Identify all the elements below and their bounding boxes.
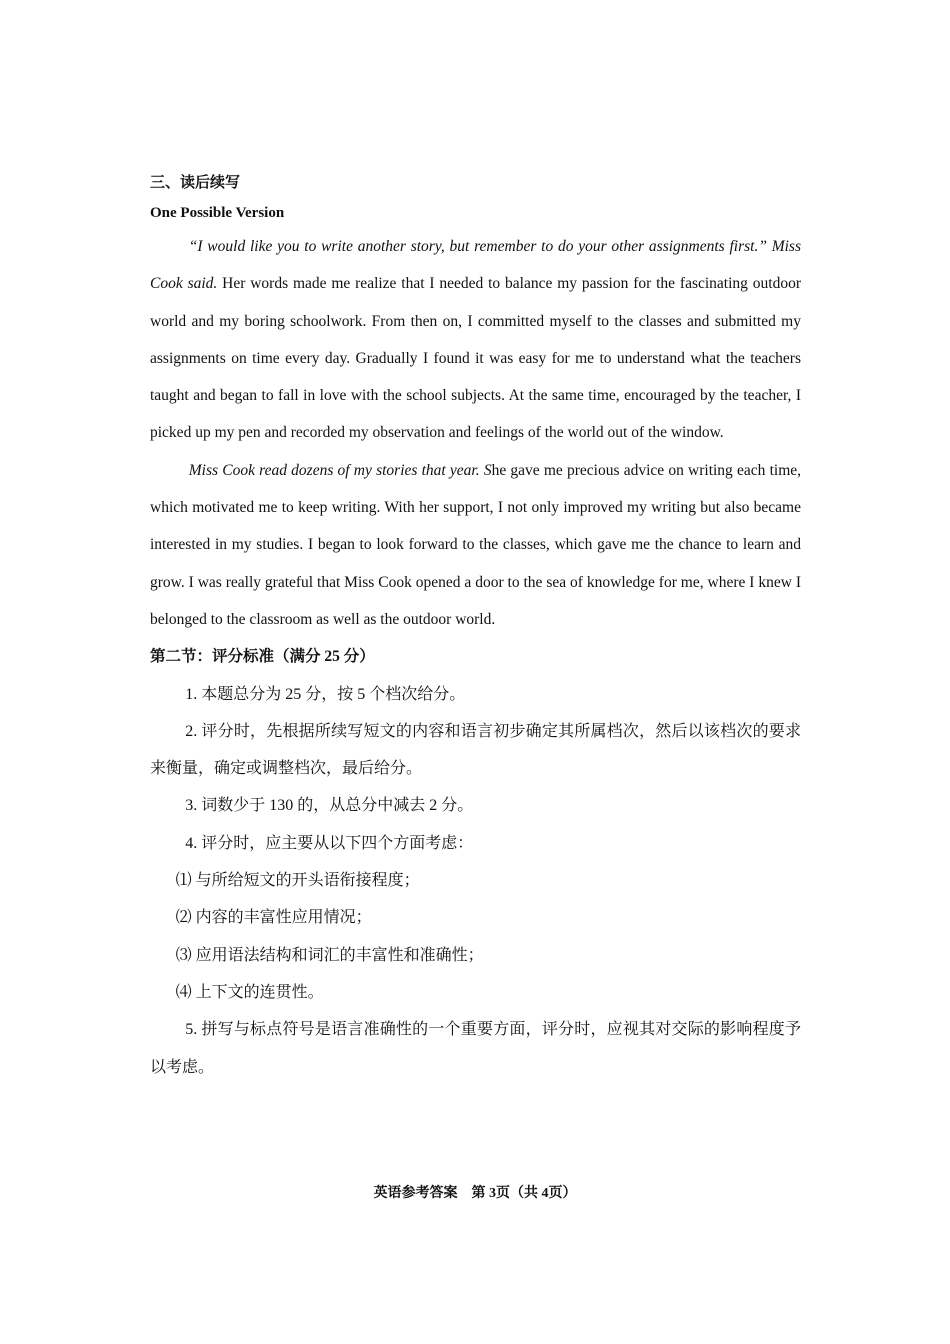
standard-item-3: 3. 词数少于 130 的，从总分中减去 2 分。 [185,797,474,815]
page-footer: 英语参考答案 第 3页（共 4页） [373,1186,577,1201]
sub-item-3: ⑶ 应用语法结构和词汇的丰富性和准确性； [175,946,484,964]
version-title: One Possible Version [150,205,285,221]
sub-item-1: ⑴ 与所给短文的开头语衔接程度； [175,872,420,890]
essay-paragraph-1 [150,228,801,452]
standard-item-5: 5. 拼写与标点符号是语言准确性的一个重要方面，评分时，应视其对交际的影响程度予以考虑。 [150,1021,801,1076]
sub-item-4: ⑷ 上下文的连贯性。 [175,983,324,1001]
standard-item-1: 1. 本题总分为 25 分，按 5 个档次给分。 [185,685,466,703]
standards-title: 第二节：评分标准（满分 25 分） [150,648,375,666]
essay-paragraph-2 [150,452,801,638]
content-area [150,168,801,1086]
paragraph-1-body: Her words made me realize that I needed to balance my passion for the fascinating outdoor world and my boring schoolwork. From then on, I committed myself to the classes and submitted my assignments on time every day. Gradually I found it was easy for me to understand what the teachers taught and began to fall in love with the school subjects. At the same time, encouraged by the teacher, I picked up my pen and recorded my observation and feelings of the world out of the window. [150,275,801,442]
paragraph-2-lead: Miss Cook read dozens of my stories that year. S [188,461,492,479]
section-title: 三、读后续写 [150,175,241,191]
paragraph-2-body: he gave me precious advice on writing each time, which motivated me to keep writing. With her support, I not only improved my writing but also became interested in my studies. I began to look forward to the classes, which gave me the chance to learn and grow. I was really grateful that Miss Cook opened a door to the sea of knowledge for me, where I knew I belonged to the classroom as well as the outdoor world. [150,461,802,628]
sub-item-2: ⑵ 内容的丰富性应用情况； [175,909,372,927]
paragraph-1-lead: “I would like you to write another story, but remember to do your other assignments first.” Miss Cook said. [150,238,801,293]
standard-item-4: 4. 评分时，应主要从以下四个方面考虑： [185,834,474,852]
standard-item-2: 2. 评分时，先根据所续写短文的内容和语言初步确定其所属档次，然后以该档次的要求来衡量，确定或调整档次，最后给分。 [150,722,801,778]
